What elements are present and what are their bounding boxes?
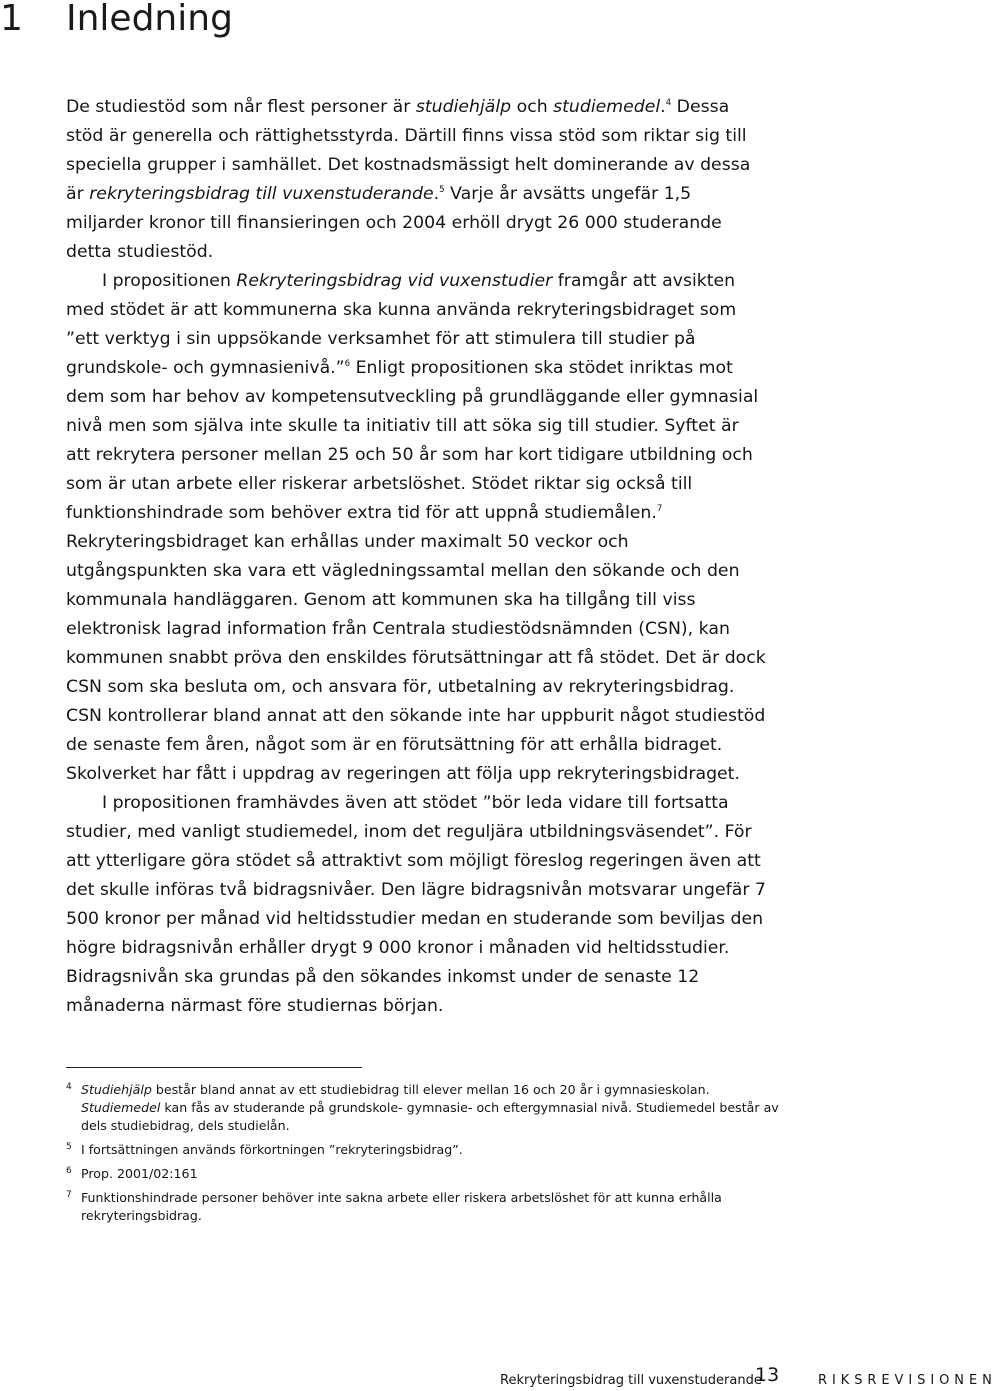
footnote-7 (66, 1189, 786, 1225)
text-run: Dessa stöd är generella och rättighetsstyrda. Därtill finns vissa stöd som riktar sig till speciella grupper i samhället. Det kostnadsmässigt helt dominerande av dessa är (66, 97, 751, 204)
text-run: De studiestöd som når flest personer är (66, 97, 416, 117)
text-run: Rekryteringsbidraget kan erhållas under maximalt 50 veckor och utgångspunkten ska vara ett vägledningssamtal mellan den sökande och den kommunala handläggaren. Genom att kommunen ska ha tillgång till viss elektronisk lagrad information från Centrala studiestödsnämnden (CSN), kan kommunen snabbt pröva den enskildes förutsättningar att få stödet. Det är dock CSN som ska besluta om, och ansvara för, utbetalning av rekryteringsbidrag. CSN kontrollerar bland annat att den sökande inte har uppburit något studiestöd de senaste fem åren, något som är en förutsättning för att erhålla bidraget. Skolverket har fått i uppdrag av regeringen att följa upp rekryteringsbidraget. (66, 532, 766, 784)
term-rekryteringsbidrag: rekryteringsbidrag till vuxenstuderande (89, 184, 434, 204)
text-run: . (660, 97, 666, 117)
term-studiehjalp: studiehjälp (415, 97, 512, 117)
body-text (66, 93, 766, 1021)
page-number: 13 (755, 1364, 780, 1386)
chapter-title: Inledning (66, 0, 233, 39)
footer-title: Rekryteringsbidrag till vuxenstuderande (500, 1373, 762, 1388)
footnotes (66, 1081, 786, 1231)
paragraph-1 (66, 93, 766, 267)
footnote-term: Studiehjälp (81, 1082, 152, 1097)
chapter-heading (0, 0, 233, 44)
footnote-5 (66, 1141, 786, 1159)
footnote-6 (66, 1165, 786, 1183)
footnote-mark: 5 (66, 1142, 72, 1152)
text-run: och (511, 97, 554, 117)
footnote-ref: 7 (656, 504, 663, 515)
text-run: . (433, 184, 440, 204)
footnote-ref: 4 (665, 98, 672, 109)
text-run: Enligt propositionen ska stödet inriktas mot dem som har behov av kompetensutveckling på grundläggande eller gymnasial nivå men som själva inte skulle ta initiativ till att söka sig till studier. Syftet är att rekrytera personer mellan 25 och 50 år som har kort tidigare utbildning och som är utan arbete eller riskerar arbetslöshet. Stödet riktar sig också till funktionshindrade som behöver extra tid för att uppnå studiemålen. (66, 358, 759, 523)
footnote-mark: 7 (66, 1190, 72, 1200)
footnote-mark: 4 (66, 1082, 72, 1092)
footnote-text: består bland annat av ett studiebidrag till elever mellan 16 och 20 år i gymnasieskolan. (151, 1082, 710, 1097)
footnote-text: Funktionshindrade personer behöver inte sakna arbete eller riskera arbetslöshet för att kunna erhålla rekryteringsbidrag. (81, 1190, 722, 1223)
chapter-number: 1 (0, 0, 23, 39)
footnote-ref: 5 (439, 185, 445, 196)
paragraph-2 (66, 267, 766, 789)
footnote-text: kan fås av studerande på grundskole- gymnasie- och eftergymnasial nivå. Studiemedel består av dels studiebidrag, dels studielån. (81, 1100, 779, 1133)
publisher-name: RIKSREVISIONEN (818, 1373, 997, 1388)
footnote-text: Prop. 2001/02:161 (81, 1166, 198, 1181)
footnote-4 (66, 1081, 786, 1135)
footnote-mark: 6 (66, 1166, 72, 1176)
footnote-divider (66, 1067, 362, 1068)
text-run: Varje år avsätts ungefär 1,5 miljarder kronor till finansieringen och 2004 erhöll drygt 26 000 studerande detta studiestöd. (66, 184, 722, 262)
proposition-title: Rekryteringsbidrag vid vuxenstudier (236, 271, 553, 291)
footnote-text: I fortsättningen används förkortningen ”rekryteringsbidrag”. (81, 1142, 463, 1157)
text-run: I propositionen (102, 271, 237, 291)
footnote-ref: 6 (344, 359, 351, 370)
paragraph-3: I propositionen framhävdes även att stödet ”bör leda vidare till fortsatta studier, med vanligt studiemedel, inom det reguljära utbildningsväsendet”. För att ytterligare göra stödet så attraktivt som möjligt föreslog regeringen även att det skulle införas två bidragsnivåer. Den lägre bidragsnivån motsvarar ungefär 7 500 kronor per månad vid heltidsstudier medan en studerande som beviljas den högre bidragsnivån erhåller drygt 9 000 kronor i månaden vid heltidsstudier. Bidragsnivån ska grundas på den sökandes inkomst under de senaste 12 månaderna närmast före studiernas början. (66, 793, 766, 1016)
footnote-term: Studiemedel (81, 1100, 161, 1115)
text-run: framgår att avsikten med stödet är att kommunerna ska kunna använda rekryteringsbidraget som ”ett verktyg i sin uppsökande verksamhet för att stimulera till studier på grundskole- och gymnasienivå.” (66, 271, 737, 378)
term-studiemedel: studiemedel (553, 97, 661, 117)
